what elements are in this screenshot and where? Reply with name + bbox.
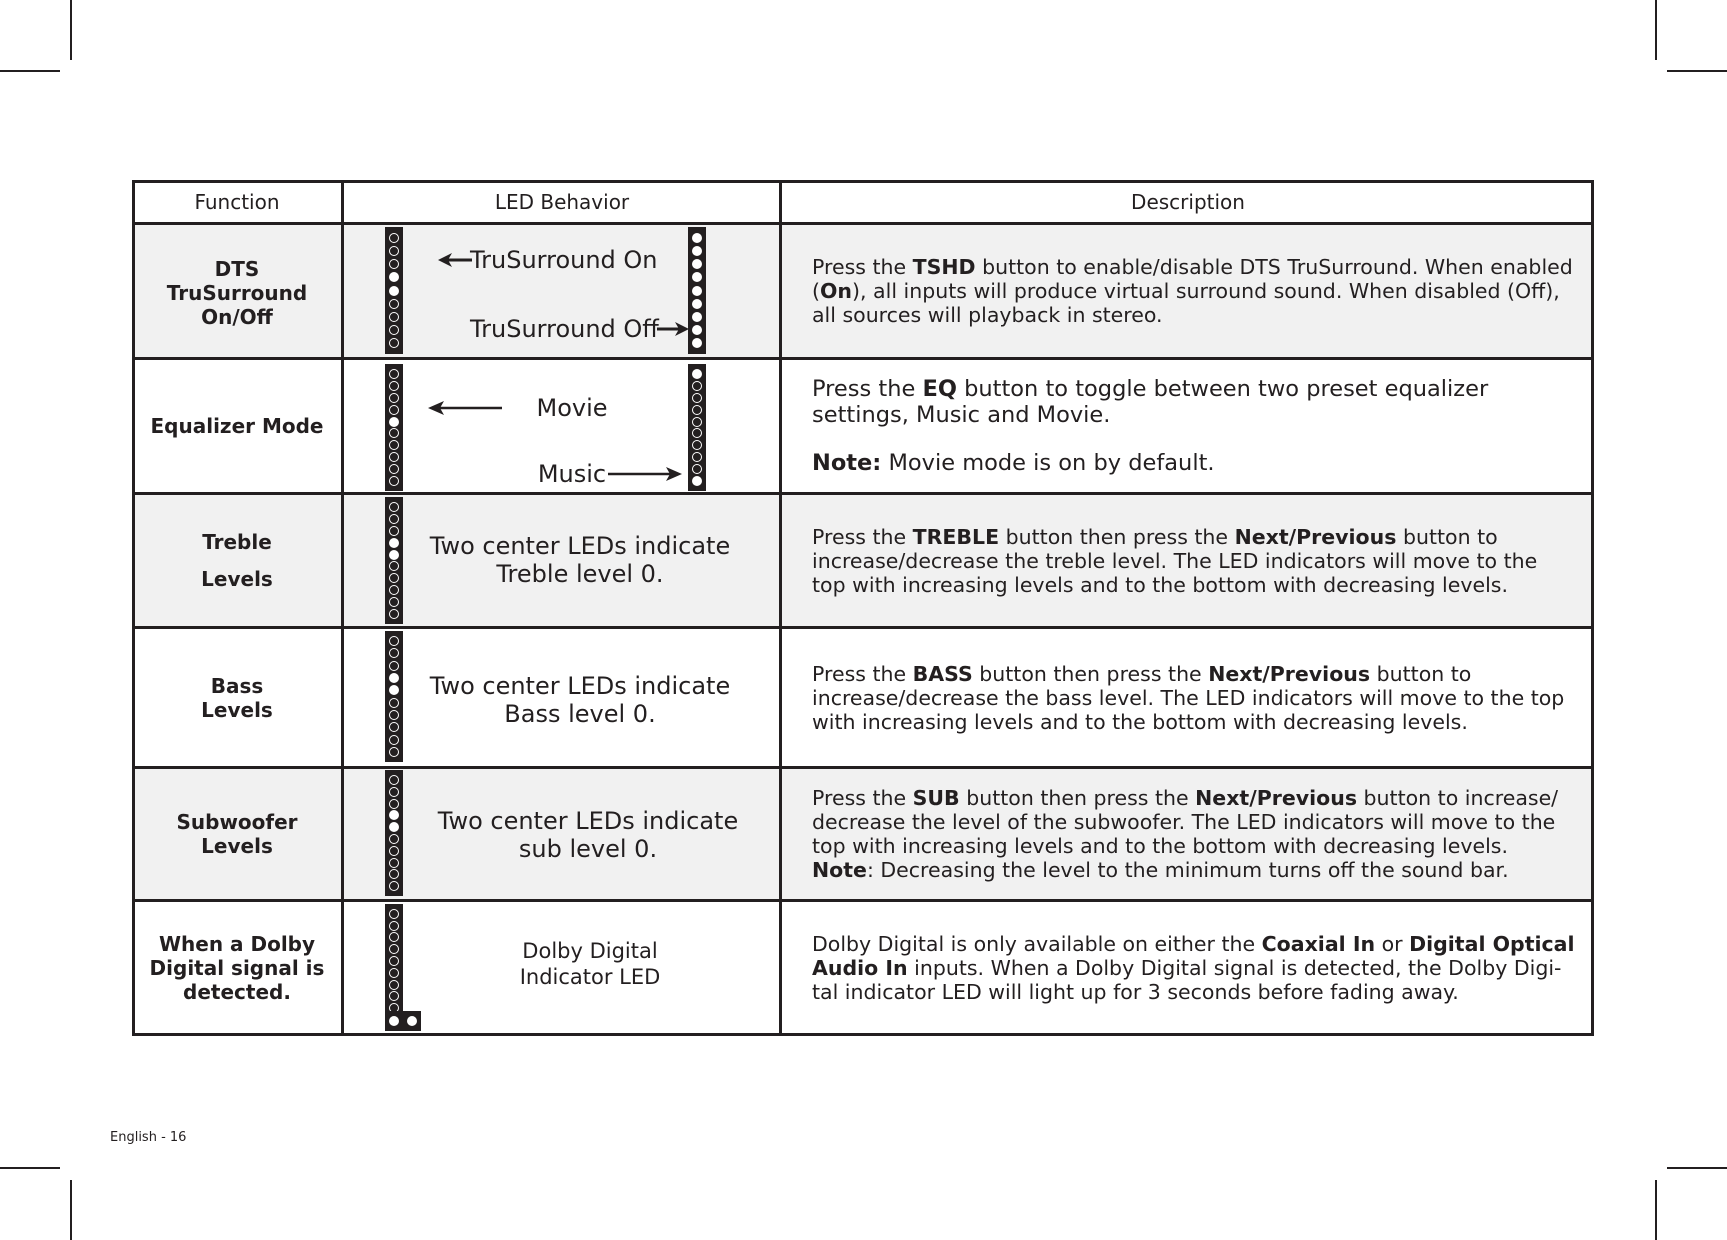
description-run: button to increase/decrease the bass level. The LED indicators will move to the top with increasing levels and to the bottom with decreasing levels.	[812, 661, 1565, 734]
led-off	[389, 636, 399, 646]
led-on	[692, 325, 702, 335]
description-run: Press the	[812, 376, 923, 402]
led-on	[389, 810, 399, 820]
led-off	[389, 991, 399, 1001]
description-bold: Next/Previous	[1208, 661, 1371, 686]
led-off	[389, 834, 399, 844]
led-off	[389, 259, 399, 269]
led-off	[389, 585, 399, 595]
header-led-behavior: LED Behavior	[494, 189, 630, 214]
led-off	[389, 338, 399, 348]
function-text: Equalizer Mode	[150, 414, 324, 438]
led-off	[389, 573, 399, 583]
description-cell	[782, 225, 1594, 357]
function-cell	[188, 629, 286, 766]
crop-mark	[1655, 1180, 1657, 1240]
led-off	[389, 661, 399, 671]
led-off	[389, 325, 399, 335]
description-bold: EQ	[922, 376, 957, 402]
led-off	[389, 956, 399, 966]
description-run: button then press the	[999, 525, 1235, 549]
function-cell	[146, 902, 328, 1034]
description-run: button to increase/decrease the treble level. The LED indicators will move to the top with increasing levels and to the bottom with decreasing levels.	[812, 525, 1538, 597]
led-off	[389, 909, 399, 919]
crop-mark	[1667, 70, 1727, 72]
description-text	[812, 525, 1576, 597]
description-bold: SUB	[912, 786, 960, 810]
description-text	[812, 786, 1576, 858]
led-off	[389, 514, 399, 524]
description-bold: BASS	[912, 661, 973, 686]
description-run: Press the	[812, 255, 913, 279]
crop-mark	[70, 0, 72, 60]
led-on	[692, 369, 702, 379]
led-label: sub level 0.	[518, 835, 658, 863]
led-off	[692, 428, 702, 438]
description-bold: Digital Optical Audio In	[812, 932, 1575, 980]
led-on	[692, 312, 702, 322]
header-function: Function	[194, 189, 280, 214]
led-label: Two center LEDs indicate	[429, 532, 731, 560]
note-label: Note	[812, 858, 867, 882]
function-cell	[178, 495, 296, 627]
led-label: Two center LEDs indicate	[437, 807, 739, 835]
description-run: inputs. When a Dolby Digital signal is detected, the Dolby Digi- tal indicator LED will light up for 3 seconds before fading away.	[812, 956, 1562, 1004]
led-on	[407, 1016, 417, 1026]
led-off	[692, 405, 702, 415]
crop-mark	[1667, 1167, 1727, 1169]
led-off	[389, 921, 399, 931]
led-off	[389, 735, 399, 745]
led-off	[389, 799, 399, 809]
function-cell	[178, 769, 296, 899]
led-strip	[688, 364, 706, 491]
led-off	[389, 648, 399, 658]
led-off	[389, 722, 399, 732]
led-off	[389, 698, 399, 708]
led-off	[692, 452, 702, 462]
led-on	[389, 550, 399, 560]
description-bold: Next/Previous	[1234, 525, 1397, 549]
arrow-right-icon	[655, 321, 689, 337]
description-run: button to enable/disable DTS TruSurround. When enabled (	[812, 255, 1573, 303]
led-off	[389, 980, 399, 990]
led-off	[692, 417, 702, 427]
led-off	[389, 747, 399, 757]
description-run: Press the	[812, 661, 913, 686]
description-cell	[782, 769, 1594, 899]
function-text: DTS TruSurround On/Off	[166, 257, 308, 329]
led-on	[692, 259, 702, 269]
led-off	[389, 858, 399, 868]
note-text: Movie mode is on by default.	[881, 450, 1215, 476]
led-on	[389, 685, 399, 695]
led-off	[389, 299, 399, 309]
note-text: : Decreasing the level to the minimum turns off the sound bar.	[866, 858, 1509, 882]
arrow-left-icon	[438, 252, 474, 268]
led-strip	[385, 227, 403, 354]
led-off	[389, 312, 399, 322]
function-cell	[146, 360, 328, 492]
crop-mark	[0, 70, 60, 72]
led-label: TruSurround On	[470, 246, 658, 274]
led-label: TruSurround Off	[470, 315, 659, 343]
description-run: button then press the	[972, 661, 1209, 686]
function-text: Bass Levels	[201, 673, 273, 722]
header-description: Description	[1131, 189, 1245, 214]
led-strip	[385, 631, 403, 762]
dolby-led-base	[385, 1011, 421, 1031]
led-on	[389, 272, 399, 282]
led-on	[692, 286, 702, 296]
led-off	[389, 597, 399, 607]
description-run: Dolby Digital is only available on either the	[812, 932, 1262, 956]
description-bold: TREBLE	[912, 525, 1000, 549]
led-off	[389, 246, 399, 256]
function-text: Subwoofer Levels	[176, 810, 298, 858]
crop-mark	[0, 1167, 60, 1169]
description-run: button to toggle between two preset equalizer settings, Music and Movie.	[812, 376, 1489, 428]
led-off	[389, 775, 399, 785]
description-text	[812, 932, 1576, 1004]
page-number: English - 16	[110, 1130, 187, 1145]
column-divider	[341, 180, 344, 1036]
description-text	[812, 662, 1576, 734]
led-off	[389, 381, 399, 391]
function-text: Treble Levels	[201, 530, 273, 591]
led-on	[389, 1016, 399, 1026]
led-off	[389, 502, 399, 512]
led-on	[692, 476, 702, 486]
led-off	[389, 710, 399, 720]
led-on	[692, 233, 702, 243]
led-off	[389, 393, 399, 403]
led-off	[389, 881, 399, 891]
led-on	[389, 417, 399, 427]
led-on	[692, 299, 702, 309]
led-strip	[688, 227, 706, 354]
description-run: Press the	[812, 786, 913, 810]
led-off	[389, 464, 399, 474]
function-text: When a Dolby Digital signal is detected.	[149, 932, 325, 1004]
description-text	[812, 255, 1576, 327]
led-off	[692, 393, 702, 403]
led-label: Dolby Digital	[522, 939, 658, 963]
led-on	[692, 338, 702, 348]
description-cell	[782, 495, 1594, 627]
led-off	[389, 428, 399, 438]
description-bold: Coaxial In	[1261, 932, 1376, 956]
led-off	[389, 526, 399, 536]
crop-mark	[1655, 0, 1657, 60]
led-label: Two center LEDs indicate	[429, 672, 731, 700]
led-off	[389, 405, 399, 415]
led-on	[692, 246, 702, 256]
led-label: Treble level 0.	[496, 560, 664, 588]
description-bold: Next/Previous	[1195, 786, 1358, 810]
led-label: Bass level 0.	[504, 700, 656, 728]
description-run: button then press the	[959, 786, 1196, 810]
led-off	[389, 452, 399, 462]
description-note	[812, 450, 1576, 476]
led-on	[389, 538, 399, 548]
led-label: Indicator LED	[519, 965, 661, 989]
description-cell	[782, 902, 1594, 1034]
description-bold: TSHD	[912, 255, 976, 279]
led-off	[389, 846, 399, 856]
led-off	[692, 464, 702, 474]
led-on	[692, 272, 702, 282]
led-label: Movie	[536, 394, 608, 422]
led-off	[389, 932, 399, 942]
led-strip	[385, 497, 403, 624]
led-on	[389, 286, 399, 296]
description-text	[812, 376, 1576, 428]
led-on	[389, 673, 399, 683]
description-bold: On	[820, 279, 853, 303]
led-off	[389, 609, 399, 619]
led-on	[389, 822, 399, 832]
crop-mark	[70, 1180, 72, 1240]
led-strip	[385, 364, 403, 491]
function-table	[132, 180, 1594, 1036]
description-cell	[782, 629, 1594, 766]
description-note	[812, 858, 1576, 882]
description-run: button to increase/ decrease the level of the subwoofer. The LED indicators will move to the top with increasing levels and to the bottom with decreasing levels.	[812, 786, 1559, 858]
description-run: Press the	[812, 525, 913, 549]
led-off	[389, 944, 399, 954]
led-label: Music	[537, 460, 607, 488]
led-off	[692, 440, 702, 450]
led-off	[389, 369, 399, 379]
led-off	[389, 233, 399, 243]
led-off	[389, 476, 399, 486]
note-label: Note:	[812, 450, 882, 476]
description-run: ), all inputs will produce virtual surround sound. When disabled (Off), all sources will playback in stereo.	[812, 279, 1560, 327]
led-strip	[385, 904, 403, 1018]
led-off	[389, 787, 399, 797]
arrow-right-icon	[606, 466, 682, 482]
led-off	[692, 381, 702, 391]
led-off	[389, 869, 399, 879]
description-cell	[782, 360, 1594, 492]
description-run: or	[1375, 932, 1410, 956]
arrow-left-icon	[428, 400, 504, 416]
led-off	[389, 968, 399, 978]
led-off	[389, 561, 399, 571]
function-cell	[146, 225, 328, 357]
led-off	[389, 440, 399, 450]
led-strip	[385, 770, 403, 896]
